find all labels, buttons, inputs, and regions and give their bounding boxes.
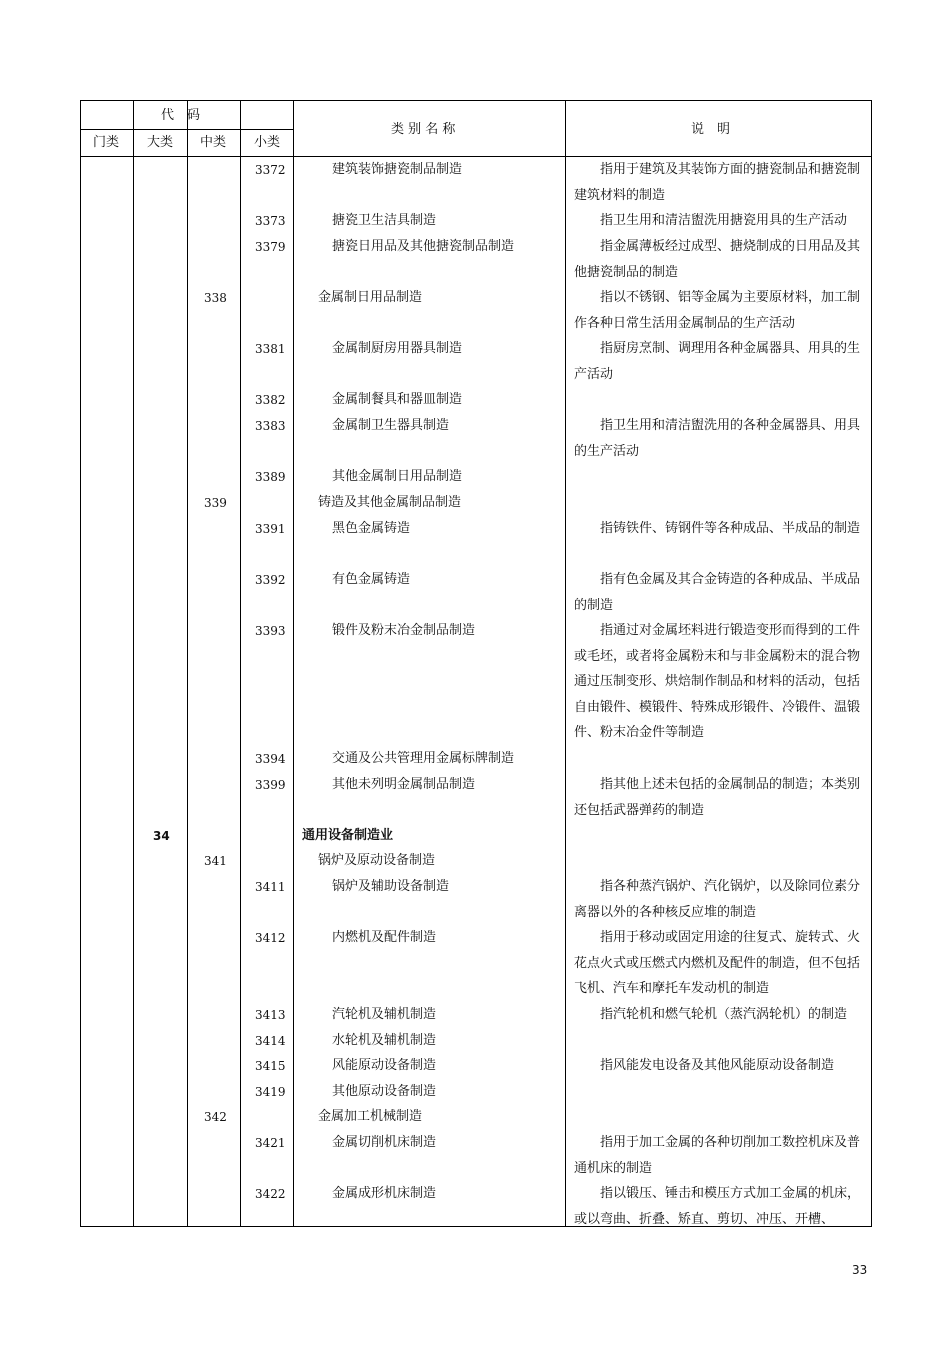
category-name: 水轮机及辅机制造	[332, 1033, 437, 1048]
description: 指卫生用和清洁盥洗用的各种金属器具、用具的生产活动	[574, 418, 861, 459]
category-name: 其他未列明金属制品制造	[332, 777, 476, 792]
description: 指用于建筑及其装饰方面的搪瓷制品和搪瓷制建筑材料的制造	[574, 162, 861, 203]
code-xiao: 3392	[255, 573, 286, 587]
code-xiao: 3422	[255, 1187, 286, 1201]
description: 指各种蒸汽锅炉、汽化锅炉，以及除同位素分离器以外的各种核反应堆的制造	[574, 879, 861, 920]
category-name: 金属成形机床制造	[332, 1186, 437, 1201]
description: 指其他上述未包括的金属制品的制造；本类别还包括武器弹药的制造	[574, 777, 861, 818]
code-zhong: 341	[204, 854, 227, 868]
description: 指风能发电设备及其他风能原动设备制造	[600, 1058, 835, 1073]
code-xiao: 3412	[255, 931, 286, 945]
code-xiao: 3394	[255, 752, 286, 766]
category-name: 搪瓷日用品及其他搪瓷制品制造	[332, 239, 515, 254]
category-name: 锅炉及原动设备制造	[318, 853, 436, 868]
category-name: 交通及公共管理用金属标牌制造	[332, 751, 515, 766]
category-name: 有色金属铸造	[332, 572, 411, 587]
category-name: 金属加工机械制造	[318, 1109, 423, 1124]
code-zhong: 339	[204, 496, 227, 510]
page-number: 33	[852, 1263, 868, 1277]
code-xiao: 3414	[255, 1034, 286, 1048]
header-zhong: 中类	[200, 135, 227, 150]
category-name: 金属切削机床制造	[332, 1135, 437, 1150]
category-name: 黑色金属铸造	[332, 521, 411, 536]
description: 指以锻压、锤击和模压方式加工金属的机床，或以弯曲、折叠、矫直、剪切、冲压、开槽、	[574, 1186, 861, 1227]
category-name: 内燃机及配件制造	[332, 930, 437, 945]
description: 指汽轮机和燃气轮机（蒸汽涡轮机）的制造	[600, 1007, 848, 1022]
code-xiao: 3381	[255, 342, 286, 356]
description: 指有色金属及其合金铸造的各种成品、半成品的制造	[574, 572, 861, 613]
code-zhong: 342	[204, 1110, 227, 1124]
header-da: 大类	[147, 135, 174, 150]
code-xiao: 3383	[255, 419, 286, 433]
header-code: 代 码	[161, 108, 201, 123]
category-name-major: 通用设备制造业	[302, 828, 394, 843]
description: 指用于移动或固定用途的往复式、旋转式、火花点火式或压燃式内燃机及配件的制造，但不包括飞机、汽车和摩托车发动机的制造	[574, 930, 861, 997]
col-divider	[133, 101, 134, 1226]
col-divider	[293, 101, 294, 1226]
description: 指厨房烹制、调理用各种金属器具、用具的生产活动	[574, 341, 861, 382]
category-name: 其他金属制日用品制造	[332, 469, 463, 484]
category-name: 建筑装饰搪瓷制品制造	[332, 162, 463, 177]
code-xiao: 3419	[255, 1085, 286, 1099]
code-xiao: 3411	[255, 880, 286, 894]
classification-table	[80, 100, 872, 1227]
header-xiao: 小类	[254, 135, 281, 150]
category-name: 金属制日用品制造	[318, 290, 423, 305]
code-xiao: 3382	[255, 393, 286, 407]
code-xiao: 3393	[255, 624, 286, 638]
code-da: 34	[153, 829, 170, 843]
category-name: 金属制卫生器具制造	[332, 418, 450, 433]
code-xiao: 3391	[255, 522, 286, 536]
code-xiao: 3379	[255, 240, 286, 254]
code-zhong: 338	[204, 291, 227, 305]
header-note: 说 明	[691, 122, 731, 137]
code-xiao: 3415	[255, 1059, 286, 1073]
code-xiao: 3399	[255, 778, 286, 792]
code-xiao: 3389	[255, 470, 286, 484]
description: 指通过对金属坯料进行锻造变形而得到的工件或毛坯，或者将金属粉末和与非金属粉末的混合物通过压制变形、烘焙制作制品和材料的活动，包括自由锻件、模锻件、特殊成形锻件、冷锻件、温锻件、粉末冶金件等制造	[574, 623, 861, 741]
description: 指以不锈钢、铝等金属为主要原材料，加工制作各种日常生活用金属制品的生产活动	[574, 290, 861, 331]
description: 指铸铁件、铸钢件等各种成品、半成品的制造	[600, 521, 861, 536]
code-xiao: 3372	[255, 163, 286, 177]
header-men: 门类	[93, 135, 120, 150]
category-name: 搪瓷卫生洁具制造	[332, 213, 437, 228]
description: 指卫生用和清洁盥洗用搪瓷用具的生产活动	[600, 213, 848, 228]
col-divider	[565, 101, 566, 1226]
code-xiao: 3421	[255, 1136, 286, 1150]
category-name: 其他原动设备制造	[332, 1084, 437, 1099]
category-name: 风能原动设备制造	[332, 1058, 437, 1073]
header-category-name: 类 别 名 称	[391, 122, 456, 137]
description: 指金属薄板经过成型、搪烧制成的日用品及其他搪瓷制品的制造	[574, 239, 861, 280]
description: 指用于加工金属的各种切削加工数控机床及普通机床的制造	[574, 1135, 861, 1176]
category-name: 铸造及其他金属制品制造	[318, 495, 462, 510]
col-divider	[187, 101, 188, 1226]
category-name: 锅炉及辅助设备制造	[332, 879, 450, 894]
code-xiao: 3413	[255, 1008, 286, 1022]
category-name: 汽轮机及辅机制造	[332, 1007, 437, 1022]
code-xiao: 3373	[255, 214, 286, 228]
col-divider	[240, 101, 241, 1226]
category-name: 金属制餐具和器皿制造	[332, 392, 463, 407]
category-name: 锻件及粉末冶金制品制造	[332, 623, 476, 638]
category-name: 金属制厨房用器具制造	[332, 341, 463, 356]
header-divider	[81, 129, 293, 130]
